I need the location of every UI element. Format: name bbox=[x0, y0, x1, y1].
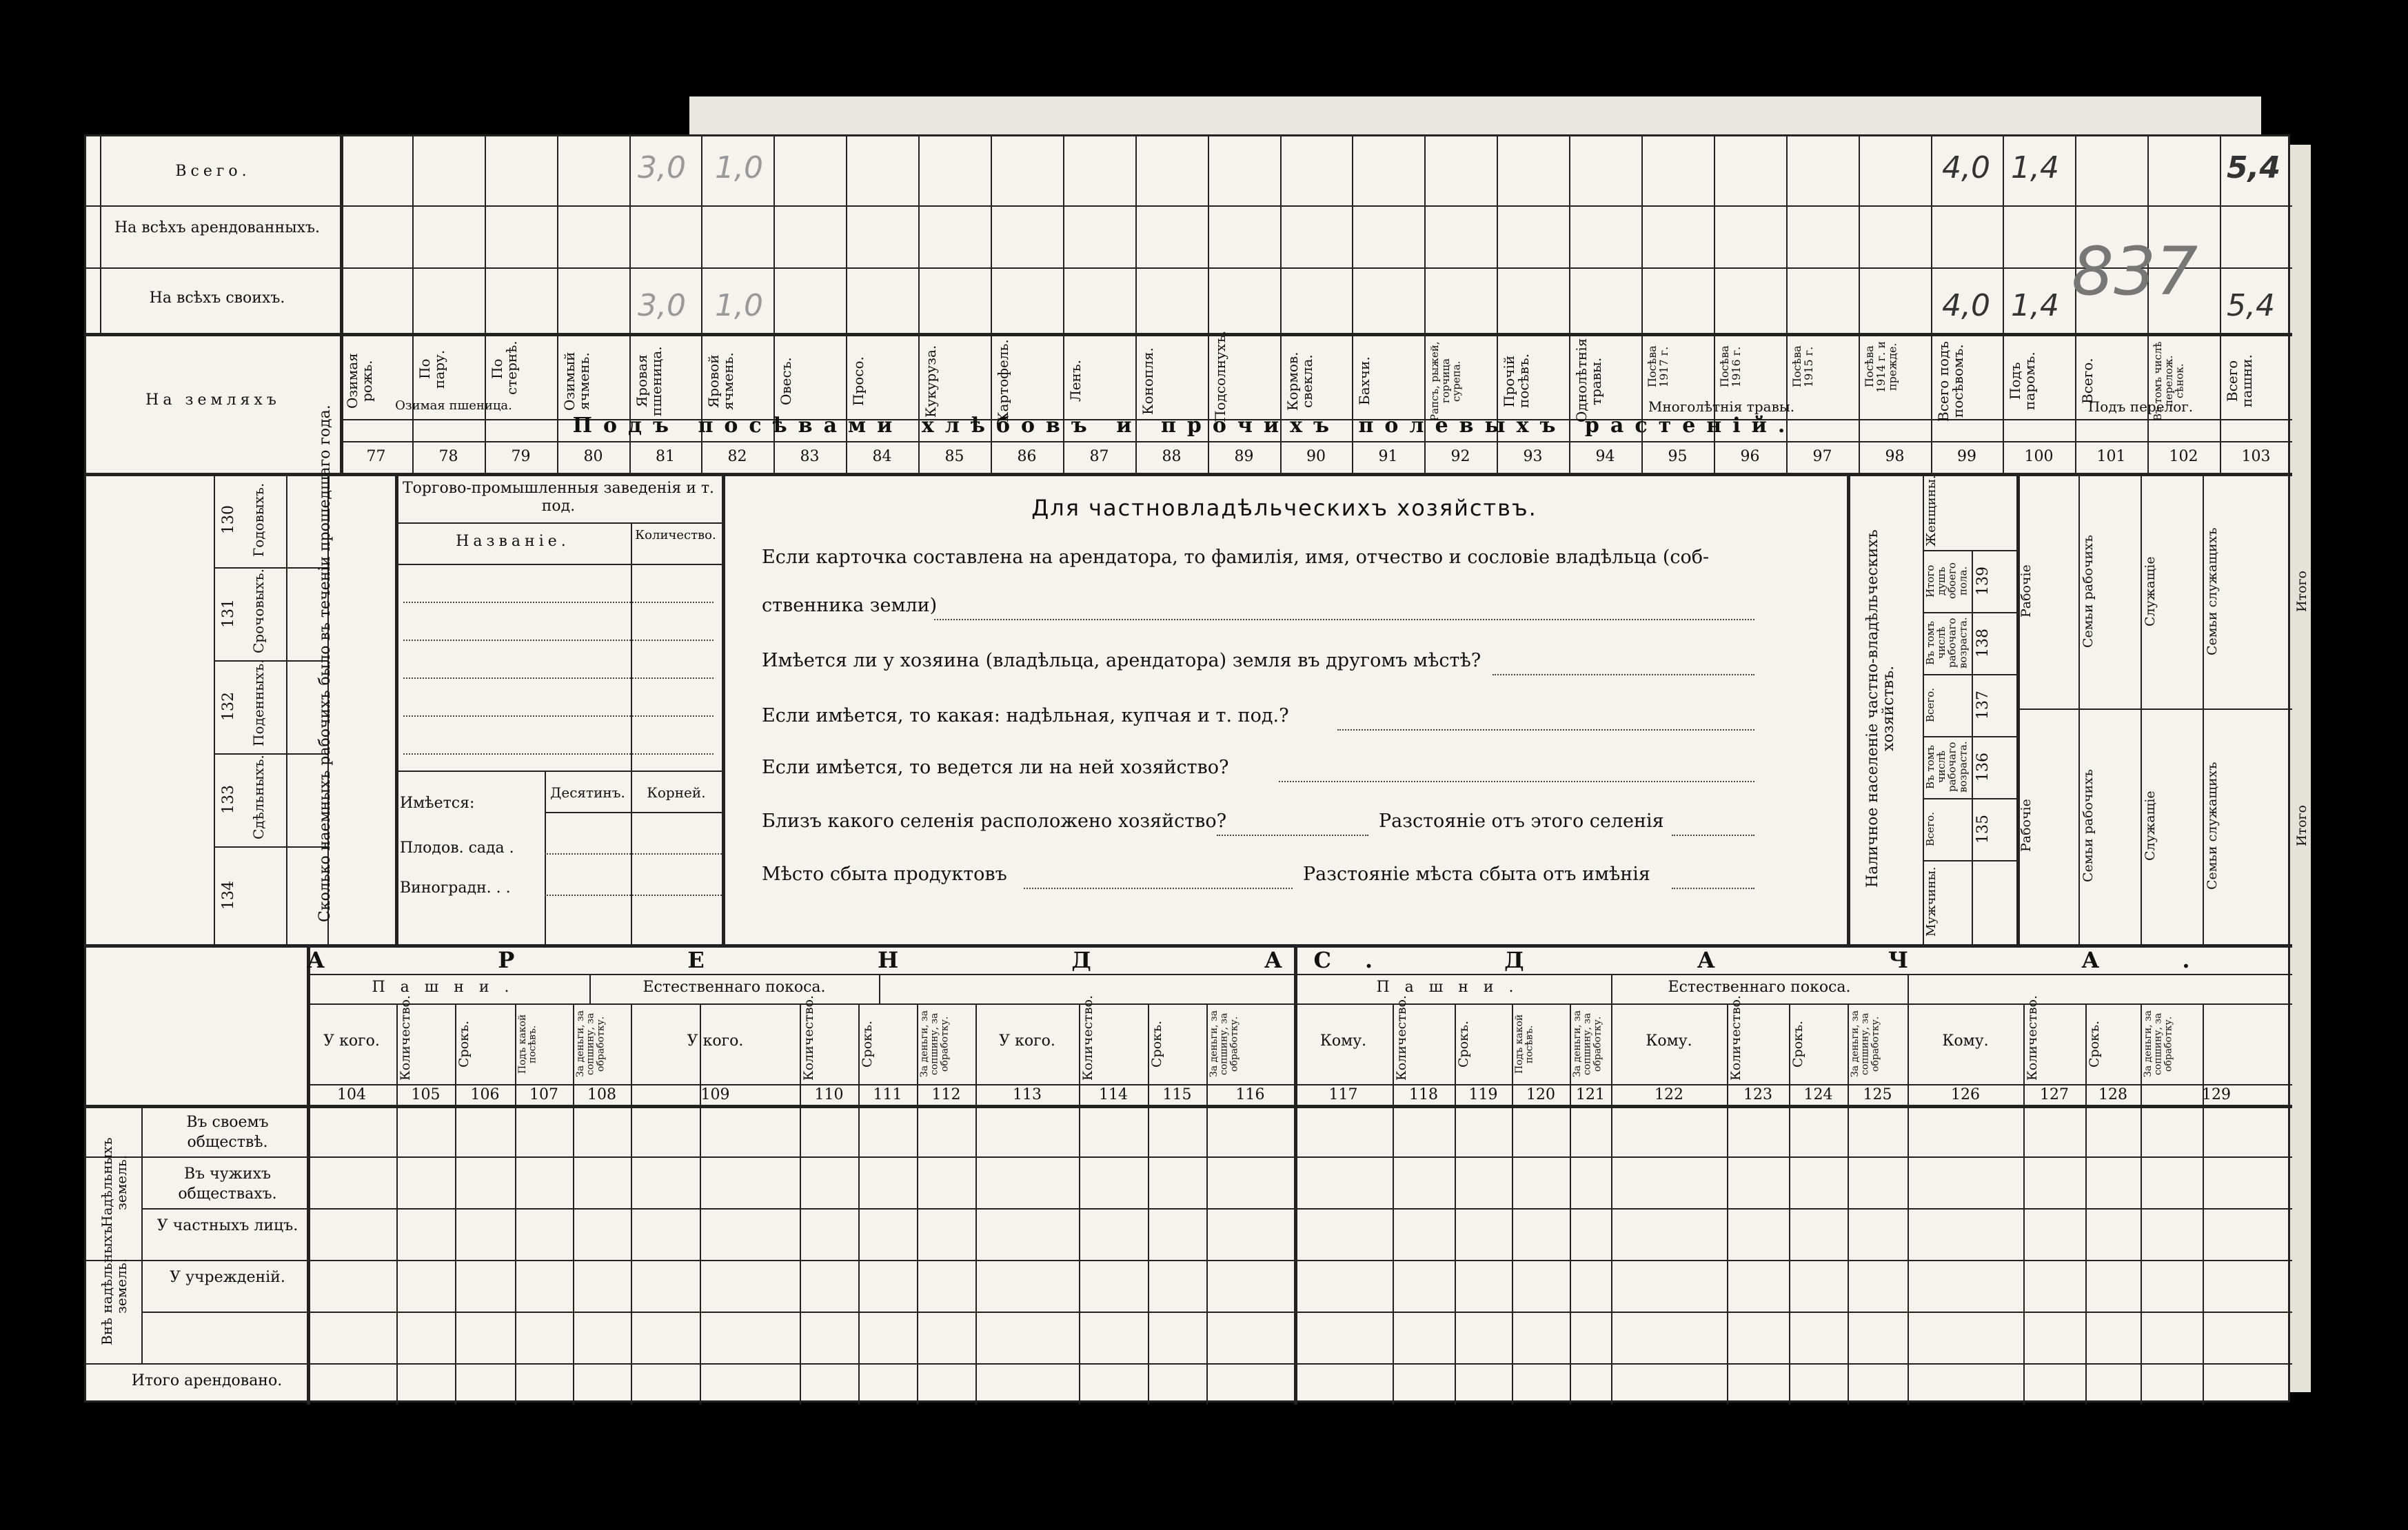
crop-header: Прочій посѣвъ. bbox=[1501, 354, 1532, 409]
crop-header: Въ томъ числѣ перелож. сѣнок. bbox=[2152, 341, 2186, 421]
crop-header: Однолѣтнія травы. bbox=[1573, 338, 1604, 422]
hired-type: Поденныхъ. bbox=[250, 659, 267, 746]
top-col-number: 103 bbox=[2241, 448, 2271, 465]
crop-header: Подсолнухъ. bbox=[1212, 330, 1228, 422]
top-col-number: 91 bbox=[1378, 448, 1398, 465]
top-col-number: 100 bbox=[2024, 448, 2054, 465]
lease-col-divider bbox=[1611, 1003, 1612, 1405]
lease-header: Срокъ. bbox=[1456, 1020, 1471, 1068]
lease-header: Срокъ. bbox=[1790, 1020, 1805, 1068]
hired-workers-caption: Сколько наемныхъ рабочихъ было въ теченіи прошедшаго года. bbox=[316, 405, 334, 922]
lease-col-divider bbox=[2141, 1003, 2142, 1405]
population-caption: Наличное населеніе частно-владѣльческихъ хозяйствъ. bbox=[1864, 529, 1898, 888]
lease-col-divider bbox=[1570, 1003, 1571, 1405]
muzhchiny-label: Мужчины. bbox=[1924, 866, 1939, 937]
lease-header: Количество. bbox=[801, 994, 816, 1081]
lease-col-number: 126 bbox=[1951, 1086, 1980, 1103]
lease-col-number: 114 bbox=[1099, 1086, 1128, 1103]
lease-col-number: 129 bbox=[2202, 1086, 2231, 1103]
lease-header-party: У кого. bbox=[687, 1032, 744, 1050]
na-zemlyakh-label: На земляхъ bbox=[145, 391, 281, 409]
hw-card-number: 837 bbox=[2072, 233, 2198, 310]
hired-row-divider bbox=[214, 846, 327, 848]
top-col-number: 94 bbox=[1595, 448, 1615, 465]
lease-col-divider bbox=[1512, 1003, 1513, 1405]
population-category-top: Семьи рабочихъ bbox=[2081, 535, 2096, 649]
lease-header-party: Кому. bbox=[1319, 1032, 1367, 1050]
row-label-total: Всего. bbox=[175, 163, 251, 180]
mnogoletnie-label: Многолѣтнія травы. bbox=[1648, 398, 1795, 415]
lease-col-divider bbox=[515, 1003, 516, 1405]
crop-header: Конопля. bbox=[1140, 347, 1156, 415]
row-other-societies: Въ чужихъ обществахъ. bbox=[178, 1165, 277, 1203]
ozimaya-pshenitsa-label: Озимая пшеница. bbox=[395, 398, 512, 413]
q-land-type: Если имѣется, то какая: надѣльная, купчая и т. под.? bbox=[762, 705, 1289, 726]
top-col-number: 81 bbox=[656, 448, 675, 465]
crop-header: Картофель. bbox=[995, 339, 1011, 422]
row-label-leased: На всѣхъ арендованныхъ. bbox=[114, 219, 321, 236]
lease-header: Количество. bbox=[1394, 994, 1409, 1081]
hired-row-divider bbox=[214, 660, 327, 662]
population-subheader: Всего. bbox=[1924, 688, 1936, 722]
row-total-leased: Итого арендовано. bbox=[131, 1372, 283, 1389]
top-col-number: 97 bbox=[1812, 448, 1832, 465]
crop-header: По пару. bbox=[416, 349, 447, 389]
pod-perelog-label: Подъ перелог. bbox=[2087, 398, 2194, 415]
lease-header: Срокъ. bbox=[1149, 1020, 1164, 1068]
lease-col-divider bbox=[1908, 1003, 1909, 1405]
vne-nadelnykh-label: Внѣ надѣльныхъ земель. bbox=[99, 1226, 130, 1345]
crop-header: Яровой ячмень. bbox=[705, 352, 736, 410]
population-category-bottom: Итого bbox=[2294, 805, 2309, 846]
q-market: Мѣсто сбыта продуктовъ bbox=[762, 864, 1007, 885]
lease-header: За деньги, за сопшину, за обработку. bbox=[1850, 1010, 1881, 1078]
hired-col-number: 133 bbox=[220, 785, 237, 815]
population-category-bottom: Рабочіе bbox=[2019, 799, 2034, 853]
population-category-top: Семьи служащихъ bbox=[2205, 527, 2220, 655]
top-col-number: 93 bbox=[1523, 448, 1543, 465]
imeetsya-label: Имѣется: bbox=[400, 795, 475, 812]
crop-header: Кормов. свекла. bbox=[1284, 351, 1315, 411]
lease-col-number: 117 bbox=[1328, 1086, 1358, 1103]
crop-header: Посѣва 1916 г. bbox=[1718, 345, 1743, 388]
lease-header: Количество. bbox=[1728, 994, 1743, 1081]
hired-type: Годовыхъ. bbox=[250, 482, 267, 558]
hw-total-barley: 1,0 bbox=[715, 150, 763, 185]
top-col-number: 77 bbox=[366, 448, 386, 465]
crop-header: Просо. bbox=[850, 356, 867, 406]
crop-header: Бахчи. bbox=[1356, 356, 1373, 406]
lease-col-divider bbox=[1206, 1003, 1208, 1405]
vinogradn-label: Виноградн. . . bbox=[400, 879, 511, 897]
crop-header: Овесъ. bbox=[778, 357, 794, 405]
lease-header: Срокъ. bbox=[456, 1020, 472, 1068]
arenda-pashni: Пашни. bbox=[372, 979, 525, 996]
hired-col-number: 131 bbox=[220, 599, 237, 629]
lease-col-number: 107 bbox=[529, 1086, 558, 1103]
top-col-number: 102 bbox=[2169, 448, 2198, 465]
population-subheader: Въ томъ числѣ рабочаго возраста. bbox=[1924, 741, 1970, 793]
lease-col-number: 109 bbox=[700, 1086, 730, 1103]
lease-header: Количество. bbox=[2025, 994, 2040, 1081]
row-own-society: Въ своемъ обществѣ. bbox=[186, 1114, 269, 1151]
lease-col-number: 110 bbox=[814, 1086, 844, 1103]
top-col-number: 82 bbox=[727, 448, 747, 465]
desyatin-header: Десятинъ. bbox=[550, 784, 625, 801]
q-market-distance: Разстояніе мѣста сбыта отъ имѣнія bbox=[1303, 864, 1650, 885]
top-col-number: 86 bbox=[1017, 448, 1037, 465]
population-col-number: 136 bbox=[1974, 753, 1992, 782]
lease-header: За деньги, за сопшину, за обработку. bbox=[1572, 1010, 1603, 1078]
crop-header: Всего подъ посѣвомъ. bbox=[1935, 340, 1966, 422]
hw-own-sown: 4,0 bbox=[1942, 288, 1990, 323]
top-col-number: 87 bbox=[1089, 448, 1109, 465]
top-col-number: 79 bbox=[511, 448, 531, 465]
sdacha-pokosa: Естественнаго покоса. bbox=[1668, 979, 1851, 996]
crop-header: Ленъ. bbox=[1067, 360, 1084, 402]
lease-col-number: 121 bbox=[1576, 1086, 1605, 1103]
top-col-number: 98 bbox=[1885, 448, 1905, 465]
top-col-number: 83 bbox=[800, 448, 820, 465]
q-village-distance: Разстояніе отъ этого селенія bbox=[1379, 810, 1664, 832]
crop-header: Кукуруза. bbox=[922, 345, 939, 418]
lease-header: За деньги, за сопшину, за обработку. bbox=[1208, 1010, 1240, 1078]
crop-header: Озимый ячмень. bbox=[561, 351, 592, 411]
lease-col-number: 127 bbox=[2040, 1086, 2069, 1103]
hired-row-divider bbox=[214, 567, 327, 569]
lease-col-number: 123 bbox=[1743, 1086, 1772, 1103]
lease-col-number: 111 bbox=[873, 1086, 902, 1103]
trade-qty-header: Количество. bbox=[635, 528, 716, 542]
top-col-number: 101 bbox=[2096, 448, 2126, 465]
crop-header: Озимая рожь. bbox=[344, 353, 375, 409]
lease-header-party: Кому. bbox=[1646, 1032, 1692, 1050]
q-owner-line1: Если карточка составлена на арендатора, то фамилія, имя, отчество и сословіе владѣльца (соб- bbox=[762, 547, 1710, 568]
lease-col-divider bbox=[1848, 1003, 1849, 1405]
arenda-pokosa: Естественнаго покоса. bbox=[643, 979, 826, 996]
zhenshchiny-label: Женщины. bbox=[1924, 475, 1939, 547]
top-col-number: 89 bbox=[1234, 448, 1254, 465]
arenda-title: А Р Е Н Д А. bbox=[307, 947, 1456, 973]
q-other-land: Имѣется ли у хозяина (владѣльца, арендатора) земля въ другомъ мѣстѣ? bbox=[762, 650, 1481, 671]
hired-type: Сдѣльныхъ. bbox=[250, 755, 267, 839]
crop-header: Рапсъ, рыжей, горчица сурепа. bbox=[1428, 341, 1463, 421]
q-farming: Если имѣется, то ведется ли на ней хозяйство? bbox=[762, 757, 1229, 778]
lease-header-party: У кого. bbox=[999, 1032, 1055, 1050]
top-col-number: 99 bbox=[1957, 448, 1976, 465]
lease-header-party: Кому. bbox=[1942, 1032, 1989, 1050]
hw-total-sown: 4,0 bbox=[1942, 150, 1990, 185]
top-col-number: 78 bbox=[438, 448, 458, 465]
lease-col-number: 128 bbox=[2098, 1086, 2127, 1103]
hired-col-number: 130 bbox=[220, 505, 237, 535]
lease-header: За деньги, за сопшину, за обработку. bbox=[2143, 1010, 2174, 1078]
hw-total-plough: 5,4 bbox=[2227, 150, 2280, 185]
lease-header: Количество. bbox=[398, 994, 413, 1081]
lease-group-divider bbox=[879, 974, 880, 1003]
lease-col-divider bbox=[917, 1003, 918, 1405]
crop-header: Всего пашни. bbox=[2224, 354, 2255, 408]
lease-col-number: 122 bbox=[1655, 1086, 1683, 1103]
q-near-village: Близъ какого селенія расположено хозяйство? bbox=[762, 810, 1227, 832]
private-title: Для частновладѣльческихъ хозяйствъ. bbox=[1031, 495, 1537, 521]
lease-col-number: 116 bbox=[1235, 1086, 1265, 1103]
banner-under-crops: Подъ посѣвами хлѣбовъ и прочихъ полевыхъ растеній. bbox=[572, 414, 1797, 438]
lease-col-number: 108 bbox=[587, 1086, 616, 1103]
lease-header: Подъ какой посѣвъ. bbox=[1514, 1014, 1535, 1074]
crop-header: Посѣва 1915 г. bbox=[1790, 345, 1815, 388]
lease-col-divider bbox=[573, 1003, 574, 1405]
lease-header: За деньги, за сопшину, за обработку. bbox=[919, 1010, 951, 1078]
crop-header: Подъ паромъ. bbox=[2007, 351, 2038, 411]
lease-header: За деньги, за сопшину, за обработку. bbox=[575, 1010, 607, 1078]
sdacha-title: С Д А Ч А. bbox=[1313, 947, 2273, 973]
hw-own-fallow: 1,4 bbox=[2011, 288, 2059, 323]
crop-header: Всего. bbox=[2079, 358, 2096, 405]
crop-header: Посѣва 1914 г. и прежде. bbox=[1863, 340, 1899, 393]
top-col-divider bbox=[2220, 136, 2221, 473]
lease-col-divider bbox=[700, 1003, 701, 1405]
population-col-number: 135 bbox=[1974, 815, 1992, 844]
hw-own-wheat: 3,0 bbox=[638, 288, 686, 323]
lease-col-number: 125 bbox=[1863, 1086, 1892, 1103]
census-card bbox=[84, 134, 2309, 1402]
top-col-number: 84 bbox=[872, 448, 892, 465]
hw-own-barley: 1,0 bbox=[715, 288, 763, 323]
trade-title: Торгово-промышленныя заведенія и т. под. bbox=[402, 480, 715, 516]
hired-type: Срочовыхъ. bbox=[250, 569, 267, 653]
top-col-number: 80 bbox=[583, 448, 603, 465]
plodov-sada-label: Плодов. сада . bbox=[400, 839, 514, 857]
hired-row-divider bbox=[214, 753, 327, 755]
crop-header: Посѣва 1917 г. bbox=[1646, 345, 1670, 388]
top-col-number: 85 bbox=[944, 448, 964, 465]
lease-header: Срокъ. bbox=[860, 1020, 875, 1068]
lease-col-number: 118 bbox=[1409, 1086, 1438, 1103]
population-category-top: Итого bbox=[2294, 571, 2309, 612]
lease-col-number: 106 bbox=[470, 1086, 500, 1103]
population-col-number: 138 bbox=[1974, 629, 1992, 657]
top-col-number: 92 bbox=[1450, 448, 1470, 465]
row-institutions: У учрежденій. bbox=[170, 1269, 285, 1286]
top-col-number: 90 bbox=[1306, 448, 1326, 465]
crop-header: Яровая пшеница. bbox=[634, 346, 665, 416]
population-category-top: Служащіе bbox=[2143, 556, 2158, 626]
sdacha-pashni: Пашни. bbox=[1376, 979, 1529, 996]
population-col-number: 139 bbox=[1974, 567, 1992, 595]
hired-col-number: 134 bbox=[220, 881, 237, 910]
population-subheader: Итого душъ обоего пола. bbox=[1924, 562, 1970, 600]
population-category-bottom: Семьи рабочихъ bbox=[2081, 769, 2096, 883]
lease-col-number: 120 bbox=[1526, 1086, 1555, 1103]
population-category-top: Рабочіе bbox=[2019, 564, 2034, 618]
crop-header: По стернѣ. bbox=[489, 340, 520, 395]
lease-col-number: 115 bbox=[1162, 1086, 1192, 1103]
hw-total-fallow: 1,4 bbox=[2011, 150, 2059, 185]
lease-col-number: 124 bbox=[1803, 1086, 1833, 1103]
trade-name-header: Названіе. bbox=[456, 533, 570, 550]
lease-header: Срокъ. bbox=[2087, 1020, 2102, 1068]
row-label-own: На всѣхъ своихъ. bbox=[149, 289, 285, 307]
hw-own-plough: 5,4 bbox=[2227, 288, 2275, 323]
lease-header: Подъ какой посѣвъ. bbox=[517, 1014, 538, 1074]
lease-group-divider bbox=[1908, 974, 1909, 1003]
population-category-bottom: Семьи служащихъ bbox=[2205, 762, 2220, 890]
lease-header: Количество. bbox=[1080, 994, 1095, 1081]
top-col-number: 88 bbox=[1162, 448, 1182, 465]
top-col-number: 95 bbox=[1668, 448, 1688, 465]
lease-col-divider bbox=[631, 1003, 632, 1405]
lease-col-number: 119 bbox=[1468, 1086, 1498, 1103]
lease-col-number: 105 bbox=[411, 1086, 441, 1103]
lease-col-divider bbox=[975, 1003, 977, 1405]
hw-total-wheat: 3,0 bbox=[638, 150, 686, 185]
q-owner-line2: ственника земли) bbox=[762, 595, 938, 616]
population-category-bottom: Служащіе bbox=[2143, 790, 2158, 861]
population-subheader: Въ томъ числѣ рабочаго возраста. bbox=[1924, 617, 1970, 669]
hired-col-number: 132 bbox=[220, 692, 237, 722]
lease-header-party: У кого. bbox=[323, 1032, 380, 1050]
row-private-persons: У частныхъ лицъ. bbox=[156, 1217, 299, 1234]
population-col-number: 137 bbox=[1974, 691, 1992, 720]
korney-header: Корней. bbox=[647, 784, 706, 801]
nadelnykh-label: Надѣльныхъ земель. bbox=[99, 1137, 130, 1227]
top-col-number: 96 bbox=[1740, 448, 1760, 465]
lease-col-number: 113 bbox=[1013, 1086, 1042, 1103]
lease-col-number: 104 bbox=[337, 1086, 366, 1103]
lease-col-number: 112 bbox=[931, 1086, 961, 1103]
population-subheader: Всего. bbox=[1924, 812, 1936, 846]
